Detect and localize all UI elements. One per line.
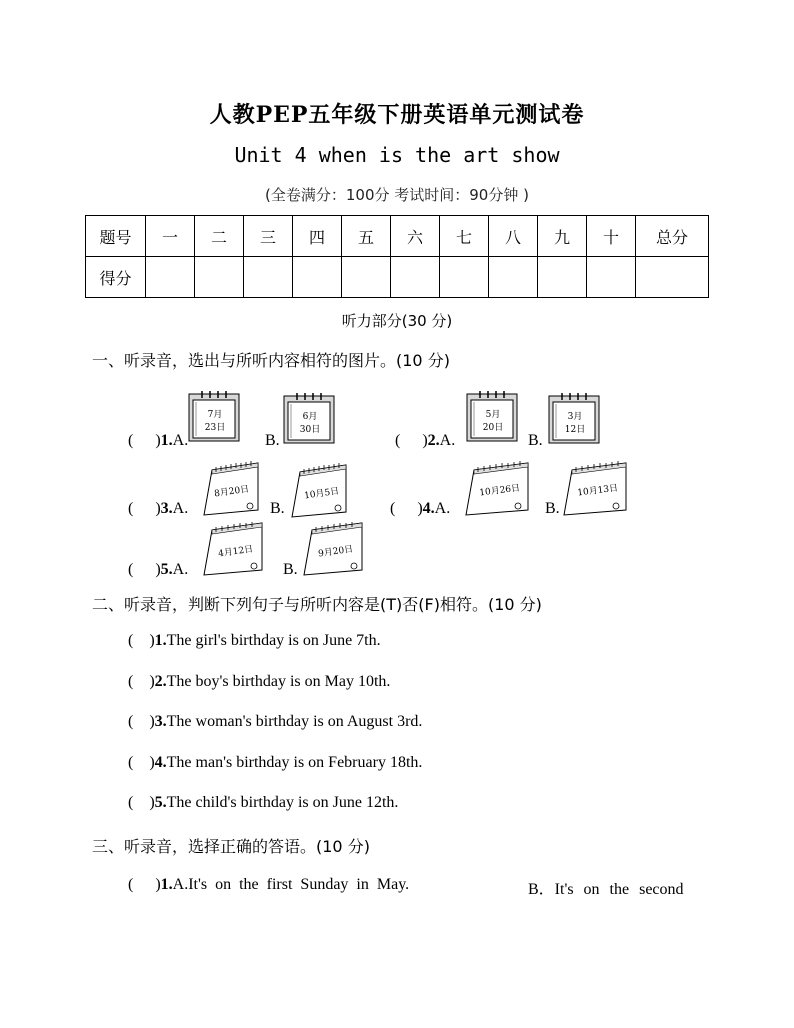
- option-a-text: A.It's on the first Sunday in May.: [172, 876, 410, 893]
- option-b-label: B.: [265, 432, 280, 449]
- option-a-label: A.: [172, 500, 189, 517]
- score-header-cell: 九: [538, 216, 587, 257]
- score-header-cell: 五: [342, 216, 391, 257]
- item-number: 1.: [160, 432, 173, 449]
- score-input-cell[interactable]: [587, 257, 636, 298]
- score-header-cell: 三: [244, 216, 293, 257]
- desk-calendar-icon: [200, 520, 266, 578]
- answer-paren-close: ): [149, 673, 155, 690]
- option-b-label: B.: [528, 432, 543, 449]
- section1-item-3: [128, 500, 188, 518]
- option-a-label: A.: [439, 432, 456, 449]
- answer-paren-open: (: [128, 561, 134, 578]
- answer-paren-close: ): [417, 500, 423, 517]
- desk-calendar-icon: [200, 460, 262, 518]
- score-input-cell[interactable]: [440, 257, 489, 298]
- item-number: 1.: [154, 632, 167, 649]
- answer-paren-close: ): [155, 561, 161, 578]
- item-number: 4.: [422, 500, 435, 517]
- option-a-label: A.: [172, 561, 189, 578]
- item-number: 1.: [160, 876, 173, 893]
- score-input-cell[interactable]: [244, 257, 293, 298]
- score-input-cell[interactable]: [391, 257, 440, 298]
- wall-calendar-icon: [188, 388, 240, 442]
- section2-item-3: [128, 713, 422, 731]
- score-header-row: [86, 216, 709, 257]
- calendar-date-line: 4月12日: [217, 544, 254, 560]
- option-b-label: B.: [270, 500, 285, 517]
- calendar-date-line: 6月: [302, 412, 318, 422]
- item-number: 5.: [154, 794, 167, 811]
- score-input-cell[interactable]: [489, 257, 538, 298]
- option-b-label: B.: [545, 500, 560, 517]
- item-number: 4.: [154, 754, 167, 771]
- section3-item-1: [128, 876, 409, 894]
- wall-calendar-icon: [548, 390, 600, 444]
- section2-heading: 二、听录音，判断下列句子与所听内容是(T)否(F)相符。(10 分): [92, 595, 542, 614]
- desk-calendar-icon: [462, 460, 532, 518]
- answer-paren-open: (: [128, 432, 134, 449]
- score-row-label: 得分: [86, 257, 146, 298]
- score-input-cell[interactable]: [293, 257, 342, 298]
- desk-calendar-icon: [288, 462, 350, 520]
- score-value-row: [86, 257, 709, 298]
- item-number: 2.: [427, 432, 440, 449]
- option-b-label: B.: [283, 561, 298, 578]
- score-header-cell: 八: [489, 216, 538, 257]
- wall-calendar-icon: [466, 388, 518, 442]
- score-header-cell: 六: [391, 216, 440, 257]
- answer-paren-open: (: [128, 754, 134, 771]
- section2-item-2: [128, 673, 390, 691]
- item-number: 5.: [160, 561, 173, 578]
- answer-paren-close: ): [155, 432, 161, 449]
- answer-paren-close: ): [155, 876, 161, 893]
- answer-paren-open: (: [390, 500, 396, 517]
- calendar-date-line: 30日: [299, 425, 321, 435]
- score-input-cell[interactable]: [538, 257, 587, 298]
- desk-calendar-icon: [300, 520, 366, 578]
- score-header-cell: 二: [195, 216, 244, 257]
- answer-paren-open: (: [128, 632, 134, 649]
- calendar-date-line: 3月: [567, 412, 583, 422]
- answer-paren-open: (: [395, 432, 401, 449]
- option-b-text: B．It's on the second: [528, 881, 684, 898]
- answer-paren-open: (: [128, 876, 134, 893]
- answer-paren-close: ): [422, 432, 428, 449]
- item-text: The man's birthday is on February 18th.: [166, 754, 423, 771]
- listening-section-label: 听力部分(30 分): [341, 312, 453, 330]
- score-input-cell[interactable]: [195, 257, 244, 298]
- score-input-cell[interactable]: [146, 257, 195, 298]
- score-header-cell: 四: [293, 216, 342, 257]
- score-table: [85, 215, 709, 298]
- item-text: The child's birthday is on June 12th.: [166, 794, 399, 811]
- score-input-cell[interactable]: [636, 257, 709, 298]
- answer-paren-open: (: [128, 673, 134, 690]
- answer-paren-open: (: [128, 500, 134, 517]
- calendar-date-line: 7月: [207, 410, 223, 420]
- unit-subtitle: Unit 4 when is the art show: [234, 143, 560, 167]
- answer-paren-open: (: [128, 713, 134, 730]
- item-text: The girl's birthday is on June 7th.: [166, 632, 381, 649]
- section1-item-5: [128, 561, 188, 579]
- calendar-date-line: 20日: [482, 423, 504, 433]
- item-text: The boy's birthday is on May 10th.: [166, 673, 391, 690]
- section1-item-1: [128, 432, 188, 450]
- option-a-label: A.: [172, 432, 189, 449]
- calendar-date-line: 12日: [564, 425, 586, 435]
- score-header-cell: 总分: [636, 216, 709, 257]
- item-number: 2.: [154, 673, 167, 690]
- answer-paren-close: ): [149, 754, 155, 771]
- section2-item-4: [128, 754, 422, 772]
- calendar-date-line: 23日: [204, 423, 226, 433]
- desk-calendar-icon: [560, 460, 630, 518]
- score-header-cell: 十: [587, 216, 636, 257]
- section2-item-1: [128, 632, 381, 650]
- option-a-label: A.: [434, 500, 451, 517]
- answer-paren-close: ): [155, 500, 161, 517]
- item-text: The woman's birthday is on August 3rd.: [166, 713, 423, 730]
- item-number: 3.: [160, 500, 173, 517]
- answer-paren-close: ): [149, 794, 155, 811]
- calendar-date-line: 10月5日: [303, 486, 340, 502]
- answer-paren-close: ): [149, 713, 155, 730]
- calendar-date-line: 10月13日: [576, 483, 619, 499]
- score-header-cell: 题号: [86, 216, 146, 257]
- section1-heading: 一、听录音，选出与所听内容相符的图片。(10 分): [92, 351, 450, 370]
- score-header-cell: 一: [146, 216, 195, 257]
- exam-info: (全卷满分：100分 考试时间：90分钟 ): [265, 186, 529, 204]
- calendar-date-line: 9月20日: [317, 544, 354, 560]
- answer-paren-open: (: [128, 794, 134, 811]
- calendar-date-line: 8月20日: [213, 484, 250, 500]
- score-header-cell: 七: [440, 216, 489, 257]
- section1-item-4: [390, 500, 450, 518]
- calendar-date-line: 5月: [485, 410, 501, 420]
- section1-item-2: [395, 432, 455, 450]
- item-number: 3.: [154, 713, 167, 730]
- calendar-date-line: 10月26日: [478, 483, 521, 499]
- section2-item-5: [128, 794, 398, 812]
- page-title: 人教PEP五年级下册英语单元测试卷: [209, 102, 585, 128]
- score-input-cell[interactable]: [342, 257, 391, 298]
- wall-calendar-icon: [283, 390, 335, 444]
- answer-paren-close: ): [149, 632, 155, 649]
- section3-heading: 三、听录音，选择正确的答语。(10 分): [92, 837, 370, 856]
